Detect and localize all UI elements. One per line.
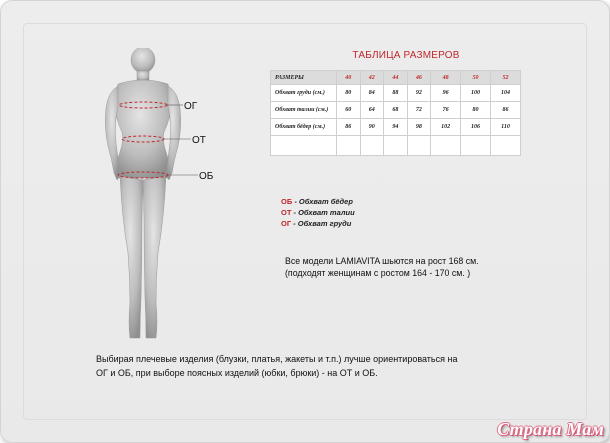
table-cell: 68 — [384, 102, 408, 119]
table-cell: 64 — [360, 102, 384, 119]
mannequin-figure — [80, 48, 260, 348]
mannequin-body — [105, 48, 180, 338]
table-cell: 84 — [360, 85, 384, 102]
table-cell: 110 — [491, 119, 521, 136]
table-cell: 72 — [407, 102, 431, 119]
table-cell: 106 — [461, 119, 491, 136]
legend-item: ОБ - Обхват бёдер — [281, 197, 353, 206]
table-cell: 80 — [461, 102, 491, 119]
size-table — [270, 70, 521, 156]
table-cell: 94 — [384, 119, 408, 136]
label-ob: ОБ — [199, 171, 214, 182]
table-cell: 86 — [491, 102, 521, 119]
size-cell: 50 — [461, 71, 491, 85]
size-cell: 42 — [360, 71, 384, 85]
table-cell: 88 — [384, 85, 408, 102]
size-cell: 40 — [337, 71, 361, 85]
table-cell: 76 — [431, 102, 461, 119]
table-row — [271, 102, 521, 119]
table-title: ТАБЛИЦА РАЗМЕРОВ — [352, 50, 460, 61]
table-cell: 102 — [431, 119, 461, 136]
fitting-advice: Выбирая плечевые изделия (блузки, платья, жакеты и т.п.) лучше ориентироваться на ОГ и ОБ, при выборе поясных изделий (юбки, брюки) - на ОТ и ОБ. — [96, 354, 458, 378]
size-cell: 52 — [491, 71, 521, 85]
size-cell: 46 — [407, 71, 431, 85]
table-cell: 92 — [407, 85, 431, 102]
table-cell: 86 — [337, 119, 361, 136]
legend-item: ОГ - Обхват груди — [281, 219, 352, 228]
table-cell: 90 — [360, 119, 384, 136]
table-cell: 98 — [407, 119, 431, 136]
measurement-legend — [281, 196, 355, 229]
table-header-row — [271, 71, 521, 85]
legend-item: ОТ - Обхват талии — [281, 208, 355, 217]
row-label: Обхват груди (см.) — [271, 85, 337, 102]
table-row — [271, 85, 521, 102]
table-cell: 96 — [431, 85, 461, 102]
site-watermark: Страна Мам — [497, 419, 604, 439]
label-og: ОГ — [184, 101, 198, 112]
table-row — [271, 119, 521, 136]
table-cell: 80 — [337, 85, 361, 102]
size-cell: 44 — [384, 71, 408, 85]
table-empty-row — [271, 136, 521, 156]
size-cell: 48 — [431, 71, 461, 85]
row-label: Обхват талии (см.) — [271, 102, 337, 119]
header-label: РАЗМЕРЫ — [271, 71, 337, 85]
table-cell: 100 — [461, 85, 491, 102]
row-label: Обхват бёдер (см.) — [271, 119, 337, 136]
table-cell: 104 — [491, 85, 521, 102]
models-height-note: Все модели LAMIAVITA шьются на рост 168 см. (подходят женщинам с ростом 164 - 170 см. ) — [285, 256, 479, 278]
label-ot: ОТ — [192, 135, 206, 146]
table-cell: 60 — [337, 102, 361, 119]
